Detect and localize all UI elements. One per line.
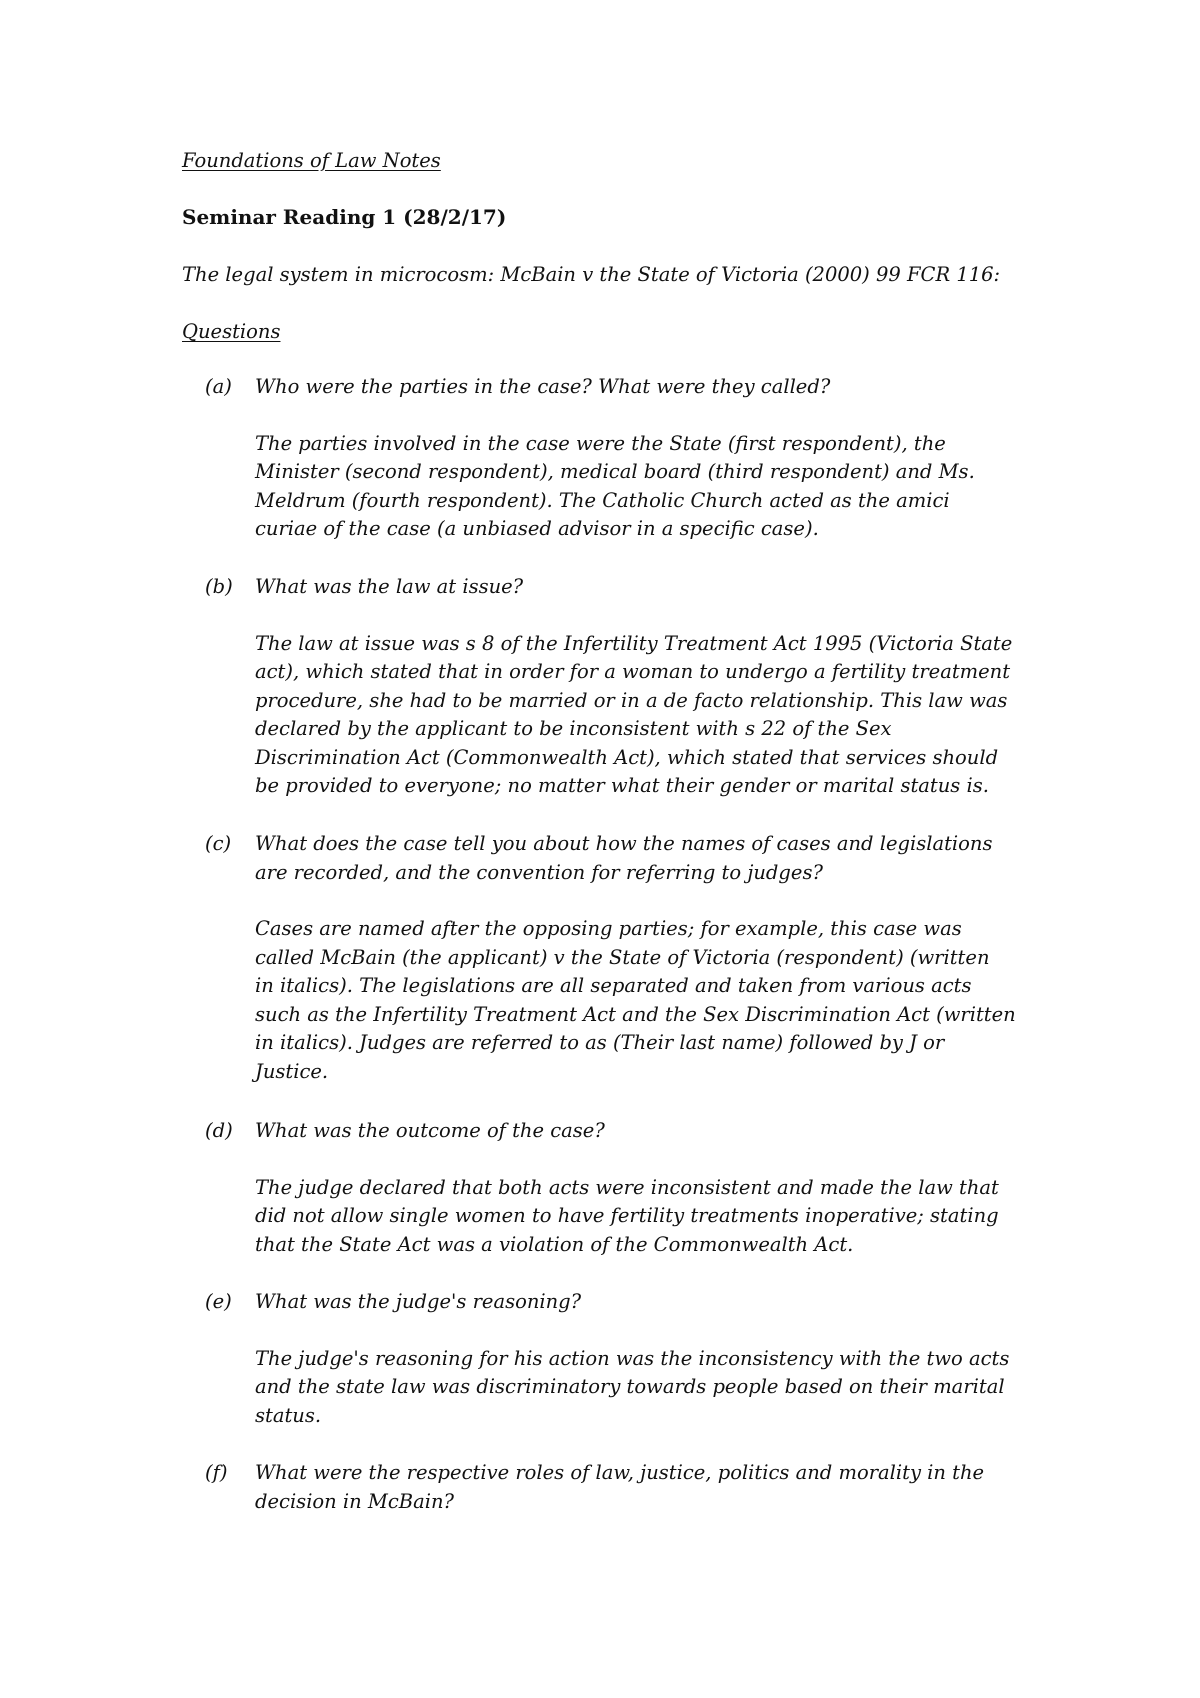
- question-label: (e): [205, 1290, 232, 1313]
- question-text: What was the outcome of the case?: [255, 1119, 605, 1142]
- question-block-a: [205, 373, 1045, 544]
- question-label: (f): [205, 1461, 228, 1484]
- answer-d: The judge declared that both acts were inconsistent and made the law that did not allow single women to have fertility treatments inoperative; stating that the State Act was a violation of the Commonwealth Act.: [255, 1175, 999, 1256]
- question-d: [205, 1117, 1045, 1146]
- question-text: What was the judge's reasoning?: [255, 1290, 582, 1313]
- question-block-c: [205, 830, 1045, 1086]
- question-b: [205, 573, 1045, 602]
- questions-heading: Questions: [182, 320, 281, 343]
- question-text: What were the respective roles of law, justice, politics and morality in the decision in McBain?: [255, 1461, 985, 1513]
- question-f: [205, 1459, 1045, 1516]
- question-a: [205, 373, 1045, 402]
- question-text: Who were the parties in the case? What were they called?: [255, 375, 831, 398]
- question-text: What does the case tell you about how the names of cases and legislations are recorded, and the convention for referring to judges?: [255, 832, 993, 884]
- question-e: [205, 1288, 1045, 1317]
- answer-c: Cases are named after the opposing parties; for example, this case was called McBain (the applicant) v the State of Victoria (respondent) (written in italics). The legislations are all separated and taken from various acts such as the Infertility Treatment Act and the Sex Discrimination Act (written in italics). Judges are referred to as (Their last name) followed by J or Justice.: [255, 917, 1016, 1083]
- question-c: [205, 830, 1045, 887]
- document-title: Foundations of Law Notes: [182, 149, 441, 172]
- answer-a: The parties involved in the case were the State (first respondent), the Minister (second respondent), medical board (third respondent) and Ms. Meldrum (fourth respondent). The Catholic Church acted as the amici curiae of the case (a unbiased advisor in a specific case).: [255, 431, 975, 540]
- case-citation: The legal system in microcosm: McBain v the State of Victoria (2000) 99 FCR 116:: [182, 263, 1001, 286]
- question-text: What was the law at issue?: [255, 575, 524, 598]
- question-block-f: [205, 1459, 1045, 1516]
- question-label: (a): [205, 375, 232, 398]
- question-label: (b): [205, 575, 233, 598]
- answer-e: The judge's reasoning for his action was the inconsistency with the two acts and the state law was discriminatory towards people based on their marital status.: [255, 1346, 1010, 1427]
- question-label: (d): [205, 1119, 233, 1142]
- question-label: (c): [205, 832, 232, 855]
- question-block-b: [205, 573, 1045, 801]
- question-block-d: [205, 1117, 1045, 1259]
- question-block-e: [205, 1288, 1045, 1430]
- seminar-heading: Seminar Reading 1 (28/2/17): [182, 205, 507, 229]
- answer-b: The law at issue was s 8 of the Infertility Treatment Act 1995 (Victoria State act), which stated that in order for a woman to undergo a fertility treatment procedure, she had to be married or in a de facto relationship. This law was declared by the applicant to be inconsistent with s 22 of the Sex Discrimination Act (Commonwealth Act), which stated that services should be provided to everyone; no matter what their gender or marital status is.: [255, 631, 1013, 797]
